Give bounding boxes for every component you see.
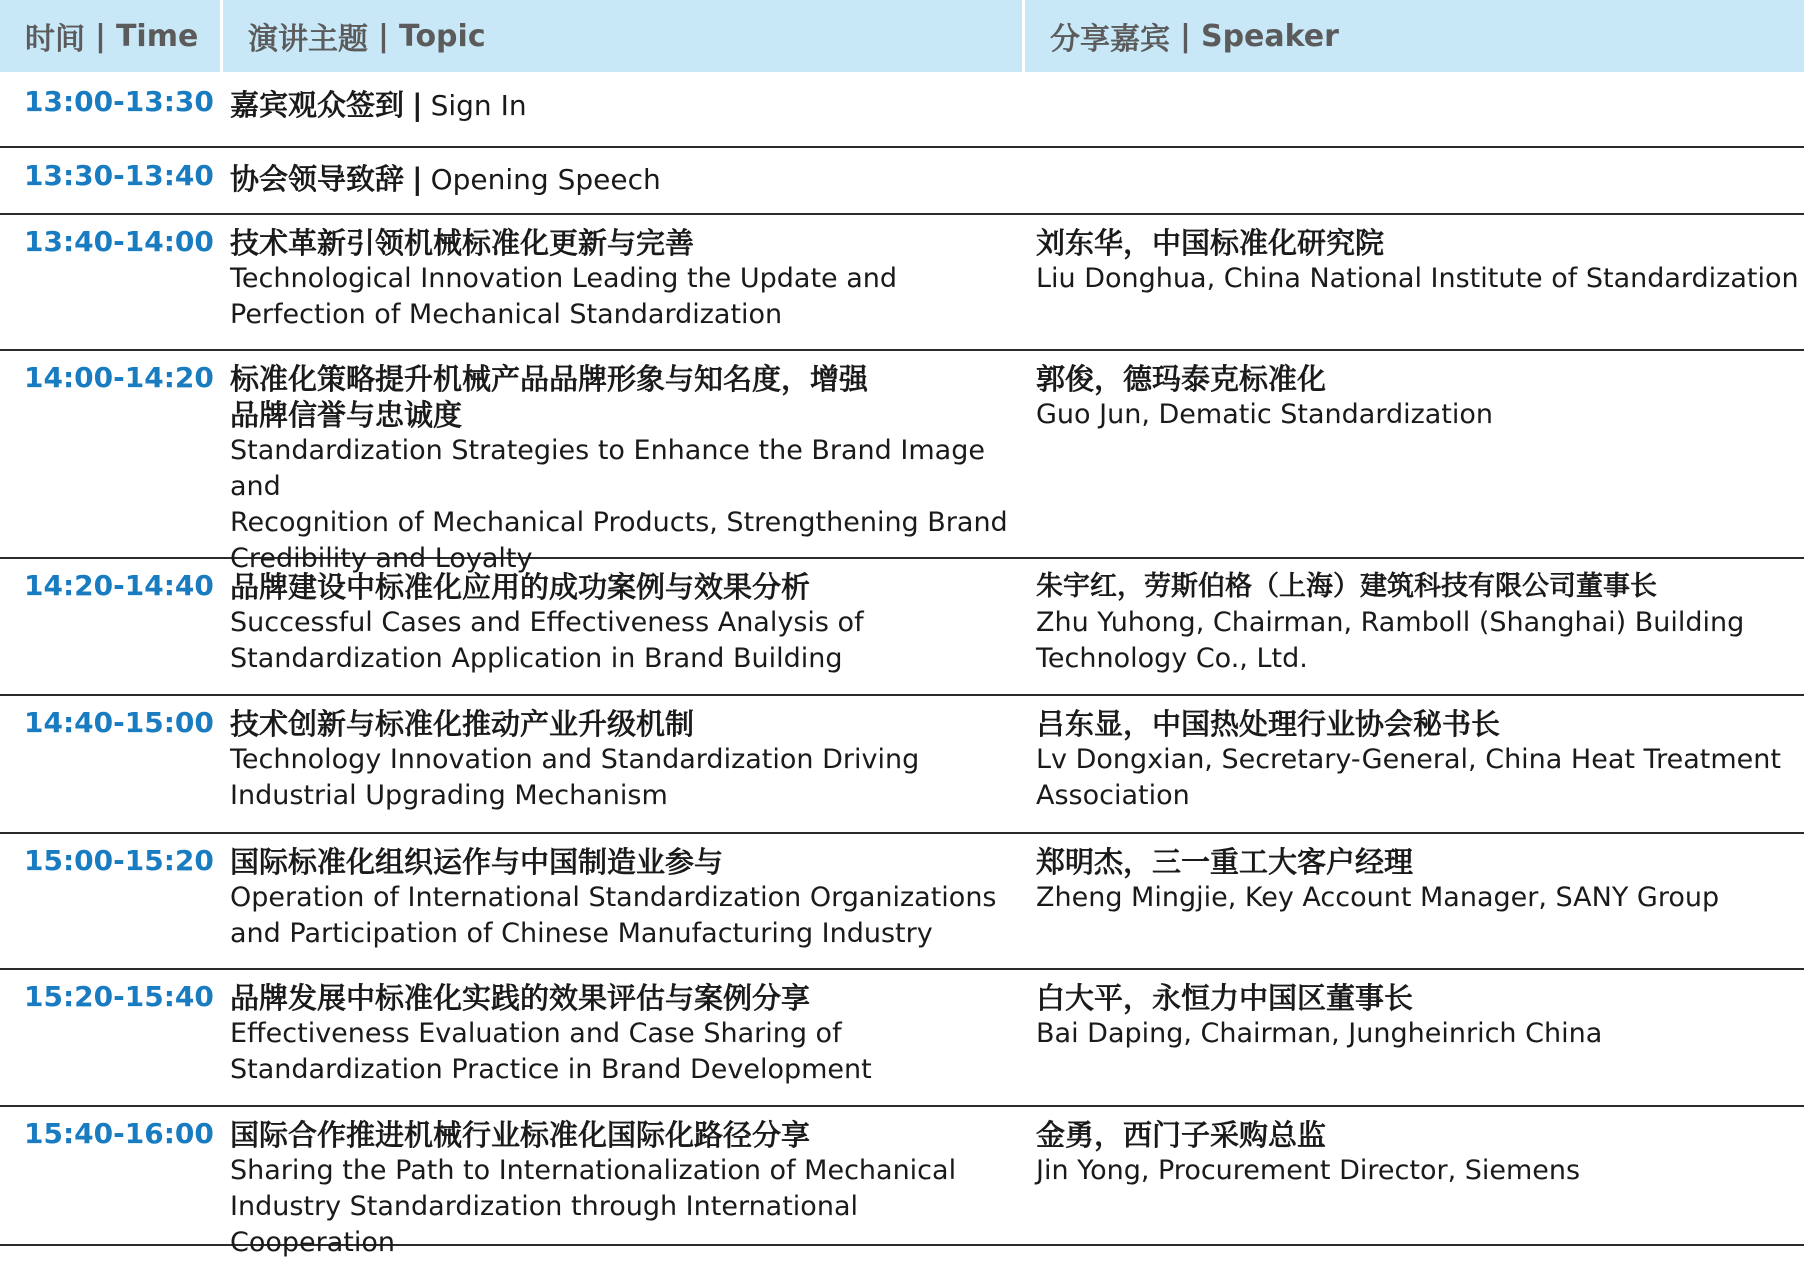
speaker-zh: 郑明杰，三一重工大客户经理: [1036, 845, 1414, 879]
topic-en-line: Effectiveness Evaluation and Case Sharing of: [230, 1018, 842, 1049]
header-speaker-sep: |: [1180, 18, 1191, 54]
topic-zh: 国际标准化组织运作与中国制造业参与: [230, 845, 724, 879]
speaker-en-line: Zheng Mingjie, Key Account Manager, SANY Group: [1036, 882, 1720, 913]
header-topic-zh: 演讲主题: [248, 22, 368, 57]
speaker-zh: 朱宇红，劳斯伯格（上海）建筑科技有限公司董事长: [1036, 571, 1657, 602]
speaker-zh: 吕东显，中国热处理行业协会秘书长: [1036, 707, 1501, 741]
speaker-zh: 刘东华，中国标准化研究院: [1036, 226, 1385, 260]
session-time: 14:40-15:00: [24, 706, 214, 739]
session-speaker: [1022, 74, 1804, 146]
speaker-en-line: Zhu Yuhong, Chairman, Ramboll (Shanghai) Building: [1036, 607, 1745, 638]
speaker-en-line: Bai Daping, Chairman, Jungheinrich China: [1036, 1018, 1603, 1049]
topic-en-line: Standardization Strategies to Enhance the Brand Image and: [230, 435, 985, 502]
header-time-zh: 时间: [25, 22, 85, 57]
topic-en-line: Industrial Upgrading Mechanism: [230, 780, 668, 811]
session-topic: [220, 215, 1022, 349]
header-topic-sep: |: [378, 18, 389, 54]
speaker-en-line: Jin Yong, Procurement Director, Siemens: [1036, 1155, 1581, 1186]
header-time: [0, 0, 220, 72]
topic-separator: |: [412, 162, 423, 196]
session-topic: [220, 351, 1022, 574]
topic-en-line: Technological Innovation Leading the Update and: [230, 263, 898, 294]
table-row: [0, 351, 1804, 574]
session-speaker: [1022, 696, 1804, 832]
speaker-zh: 郭俊，德玛泰克标准化: [1036, 362, 1327, 396]
topic-en-line: Perfection of Mechanical Standardization: [230, 299, 783, 330]
session-speaker: [1022, 970, 1804, 1105]
session-topic: [220, 559, 1022, 694]
session-time: 15:20-15:40: [24, 980, 214, 1013]
topic-zh: 技术革新引领机械标准化更新与完善: [230, 226, 695, 260]
header-time-en: Time: [115, 18, 199, 54]
session-time: 15:00-15:20: [24, 844, 214, 877]
session-speaker: [1022, 351, 1804, 557]
topic-zh-line: 标准化策略提升机械产品品牌形象与知名度，增强: [230, 362, 869, 396]
session-topic: [220, 696, 1022, 832]
session-speaker: [1022, 1107, 1804, 1244]
table-row: [0, 559, 1804, 696]
session-topic: [220, 834, 1022, 968]
speaker-en-line: Technology Co., Ltd.: [1036, 643, 1308, 674]
speaker-zh: 金勇，西门子采购总监: [1036, 1118, 1327, 1152]
header-topic: [220, 0, 1022, 72]
header-topic-en: Topic: [398, 18, 486, 54]
session-topic: [220, 1107, 1022, 1258]
header-speaker: [1022, 0, 1804, 72]
session-topic: [220, 970, 1022, 1105]
speaker-en-line: Lv Dongxian, Secretary-General, China Heat Treatment: [1036, 744, 1781, 775]
topic-en-line: Credibility and Loyalty: [230, 543, 533, 574]
session-time: 13:30-13:40: [24, 159, 214, 192]
session-topic: [220, 148, 1022, 213]
table-row: [0, 215, 1804, 351]
topic-zh: 嘉宾观众签到: [230, 88, 405, 122]
topic-en-line: Standardization Application in Brand Building: [230, 643, 843, 674]
session-topic: [220, 74, 1022, 146]
table-row: [0, 148, 1804, 215]
session-time: 14:20-14:40: [24, 569, 214, 602]
topic-zh: 品牌发展中标准化实践的效果评估与案例分享: [230, 981, 811, 1015]
topic-en-line: Technology Innovation and Standardization Driving: [230, 744, 920, 775]
table-row: [0, 970, 1804, 1107]
speaker-en-line: Liu Donghua, China National Institute of Standardization: [1036, 263, 1799, 294]
session-speaker: [1022, 215, 1804, 349]
session-time: 14:00-14:20: [24, 361, 214, 394]
topic-zh: 技术创新与标准化推动产业升级机制: [230, 707, 695, 741]
table-row: [0, 696, 1804, 834]
table-row: [0, 1107, 1804, 1258]
topic-separator: |: [412, 88, 423, 122]
session-speaker: [1022, 834, 1804, 968]
topic-en-line: Industry Standardization through International Cooperation: [230, 1191, 858, 1258]
speaker-en-line: Association: [1036, 780, 1190, 811]
topic-en: Sign In: [430, 89, 527, 122]
session-time: 13:40-14:00: [24, 225, 214, 258]
session-speaker: [1022, 559, 1804, 694]
header-speaker-en: Speaker: [1200, 18, 1339, 54]
topic-en: Opening Speech: [430, 163, 661, 196]
header-time-sep: |: [95, 18, 106, 54]
topic-en-line: Operation of International Standardization Organizations: [230, 882, 997, 913]
topic-zh: 品牌建设中标准化应用的成功案例与效果分析: [230, 570, 811, 604]
topic-en-line: Successful Cases and Effectiveness Analysis of: [230, 607, 864, 638]
session-time: 13:00-13:30: [24, 85, 214, 118]
session-speaker: [1022, 148, 1804, 213]
table-row: [0, 834, 1804, 970]
topic-en-line: Standardization Practice in Brand Development: [230, 1054, 872, 1085]
header-speaker-zh: 分享嘉宾: [1050, 22, 1170, 57]
speaker-en-line: Guo Jun, Dematic Standardization: [1036, 399, 1494, 430]
session-time: 15:40-16:00: [24, 1117, 214, 1150]
topic-zh: 协会领导致辞: [230, 162, 405, 196]
speaker-zh: 白大平，永恒力中国区董事长: [1036, 981, 1414, 1015]
table-header: [0, 0, 1804, 74]
topic-en-line: and Participation of Chinese Manufacturing Industry: [230, 918, 933, 949]
topic-zh: 国际合作推进机械行业标准化国际化路径分享: [230, 1118, 811, 1152]
table-row: [0, 74, 1804, 148]
topic-en-line: Sharing the Path to Internationalization of Mechanical: [230, 1155, 957, 1186]
topic-zh-line: 品牌信誉与忠诚度: [230, 398, 463, 432]
topic-en-line: Recognition of Mechanical Products, Strengthening Brand: [230, 507, 1008, 538]
